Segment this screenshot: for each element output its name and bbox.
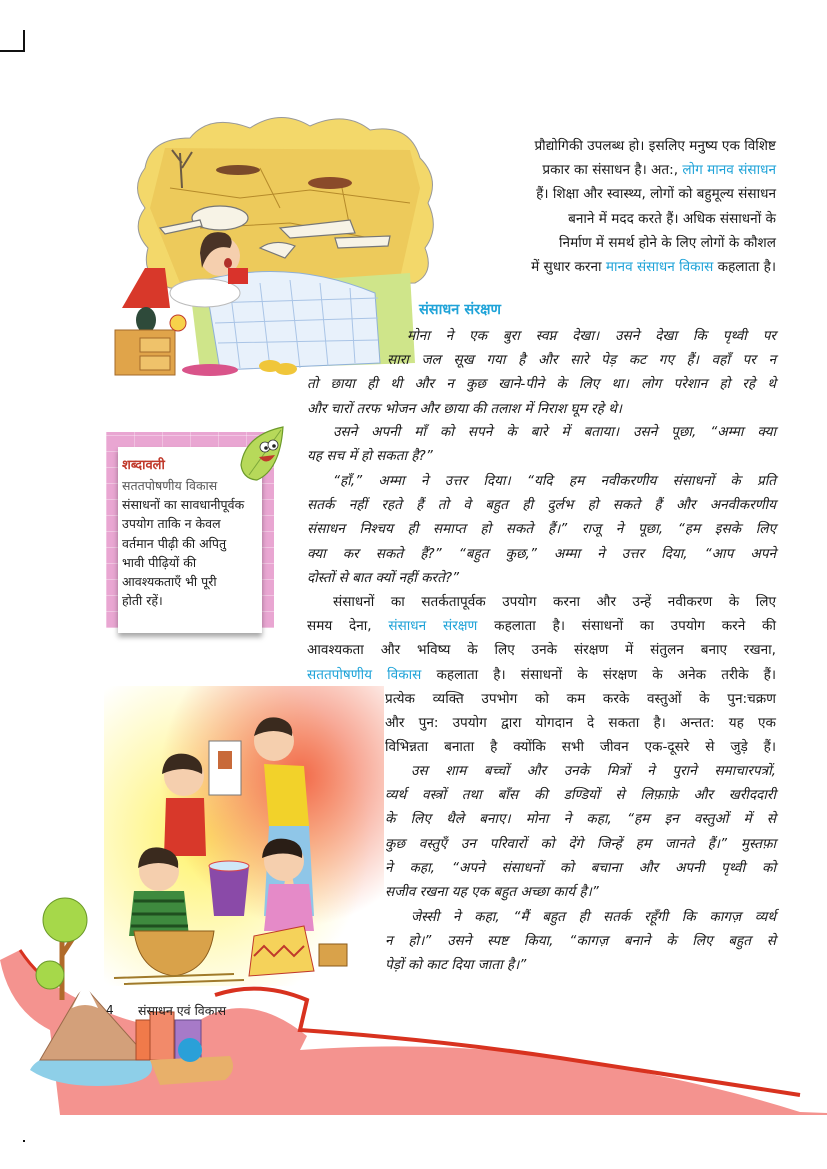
conserve-line-1: संसाधनों का सतर्कतापूर्वक उपयोग करना और उन्हें नवीकरण के लिए: [333, 594, 776, 610]
term-human-resource-development: मानव संसाधन विकास: [605, 259, 714, 276]
evening-line-5: ने कहा, “अपने संसाधनों को बचाना और अपनी पृथ्वी को: [385, 859, 776, 876]
conserve-line-2: समय देना, संसाधन संरक्षण कहलाता है। संसाधनों का उपयोग करने की: [307, 618, 776, 635]
reply-line-4: क्या कर सकते हैं?” “बहुत कुछ,” अम्मा ने उत्तर दिया, “आप अपने: [307, 545, 776, 562]
term-people-human-resource: लोग मानव संसाधन: [682, 162, 776, 179]
jessie-line-1: जेस्सी ने कहा, “मैं बहुत ही सतर्क रहूँगी कि कागज़ व्यर्थ: [411, 909, 776, 925]
intro-paragraph: [440, 134, 776, 279]
reply-line-3: संसाधन निश्चय ही समाप्त हो सकते हैं।” राजू ने पूछा, “हम इसके लिए: [307, 521, 776, 538]
dream-paragraph: [307, 324, 776, 421]
jessie-line-2: न हो।” उसने स्पष्ट किया, “कागज़ बनाने के लिए बहुत से: [385, 933, 776, 950]
intro-line-4: बनाने में मदद करते हैं। अधिक संसाधनों के: [568, 210, 776, 227]
each-line-2: और पुन: उपयोग द्वारा योगदान दे सकता है। अन्तत: यह एक: [385, 715, 776, 732]
intro-line-5: निर्माण में समर्थ होने के लिए लोगों के कौशल: [559, 234, 776, 251]
glossary-definition: [122, 495, 262, 611]
glossary-def-line-2: उपयोग ताकि न केवल: [122, 516, 221, 532]
ask-line-2: यह सच में हो सकता है?”: [307, 448, 433, 465]
glossary-term: सततपोषणीय विकास: [122, 478, 218, 493]
conserve-line-3: आवश्यकता और भविष्य के लिए उनके संरक्षण में संतुलन बनाए रखना,: [307, 642, 776, 659]
each-line-1: प्रत्येक व्यक्ति उपभोग को कम करके वस्तुओं के पुन:चक्रण: [385, 691, 776, 707]
intro-line-2: प्रकार का संसाधन है। अत:, लोग मानव संसाधन: [542, 162, 776, 179]
conserve-line-4: सततपोषणीय विकास कहलाता है। संसाधनों के संरक्षण के अनेक तरीके हैं।: [307, 666, 776, 683]
reply-line-5: दोस्तों से बात क्यों नहीं करते?”: [307, 569, 460, 586]
intro-line-6: में सुधार करना मानव संसाधन विकास कहलाता है।: [531, 259, 776, 276]
term-resource-conservation: संसाधन संरक्षण: [388, 618, 478, 635]
evening-line-6: सजीव रखना यह एक बहुत अच्छा कार्य है।”: [385, 884, 599, 901]
dream-line-4: और चारों तरफ भोजन और छाया की तलाश में निराश घूम रहे थे।: [307, 400, 622, 417]
jessie-line-3: पेड़ों को काट दिया जाता है।”: [385, 957, 527, 974]
conservation-definition-paragraph: [307, 590, 776, 687]
intro-line-3: हैं। शिक्षा और स्वास्थ्य, लोगों को बहुमूल्य संसाधन: [536, 186, 776, 203]
glossary-def-line-1: संसाधनों का सावधानीपूर्वक: [122, 497, 245, 512]
evening-paragraph: [385, 759, 776, 904]
glossary-title: शब्दावली: [122, 458, 165, 473]
ask-line-1: उसने अपनी माँ को सपने के बारे में बताया। उसने पूछा, “अम्मा क्या: [333, 424, 776, 440]
leaf-mascot-icon: [235, 425, 287, 483]
each-person-paragraph: [385, 687, 776, 760]
reply-line-2: सतर्क नहीं रहते हैं तो वे बहुत ही दुर्लभ हो सकते हैं और अनवीकरणीय: [307, 497, 776, 514]
evening-line-1: उस शाम बच्चों और उनके मित्रों ने पुराने समाचारपत्रों,: [411, 763, 776, 779]
dream-line-1: मोना ने एक बुरा स्वप्न देखा। उसने देखा कि पृथ्वी पर: [407, 328, 776, 344]
term-sustainable-development: सततपोषणीय विकास: [307, 666, 422, 683]
intro-line-1: प्रौद्योगिकी उपलब्ध हो। इसलिए मनुष्य एक विशिष्ट: [534, 138, 776, 154]
footer-landscape-illustration: [0, 880, 240, 1100]
each-line-3: विभिन्नता बनाता है क्योंकि सभी जीवन एक-दूसरे से जुड़े हैं।: [385, 739, 776, 756]
ask-paragraph: [307, 420, 776, 468]
dream-line-3: तो छाया ही थी और न कुछ खाने-पीने के लिए था। लोग परेशान हो रहे थे: [307, 376, 776, 393]
section-heading-resource-conservation: संसाधन संरक्षण: [419, 302, 501, 318]
glossary-def-line-4: भावी पीढ़ियों की: [122, 554, 197, 570]
amma-reply-paragraph: [307, 469, 776, 590]
evening-line-4: कुछ वस्तुएँ उन परिवारों को देंगे जिन्हें हम जानते हैं।” मुस्तफ़ा: [385, 835, 776, 852]
dream-line-2: सारा जल सूख गया है और सारे पेड़ कट गए हैं। वहाँ पर न: [387, 352, 776, 369]
page-number: 4: [106, 1003, 114, 1017]
glossary-def-line-6: होती रहें।: [122, 593, 163, 609]
evening-line-3: के लिए थैले बनाए। मोना ने कहा, “हम इन वस्तुओं में से: [385, 811, 776, 828]
evening-line-2: व्यर्थ वस्त्रों तथा बाँस की डण्डियों से लिफ़ाफ़े और खरीददारी: [385, 787, 776, 804]
reply-line-1: “हाँ,” अम्मा ने उत्तर दिया। “यदि हम नवीकरणीय संसाधनों के प्रति: [333, 473, 776, 489]
glossary-def-line-3: वर्तमान पीढ़ी की अपितु: [122, 535, 227, 551]
footer-book-title: संसाधन एवं विकास: [138, 1003, 227, 1018]
glossary-def-line-5: आवश्यकताएँ भी पूरी: [122, 574, 217, 590]
crop-mark-top-left: [0, 30, 25, 52]
